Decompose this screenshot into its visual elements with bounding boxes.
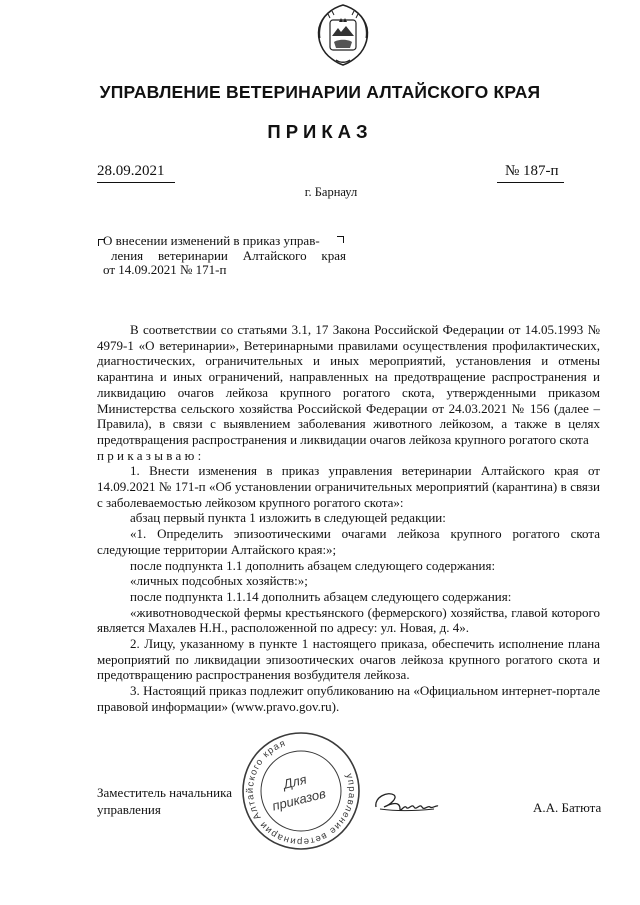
signatory-title-line: Заместитель начальника <box>97 785 232 800</box>
official-stamp <box>240 730 362 852</box>
document-type: ПРИКАЗ <box>267 121 373 142</box>
item-3-paragraph: 3. Настоящий приказ подлежит опубликованию на «Официальном интернет-портале правовой информации» (www.pravo.gov.ru). <box>97 683 600 714</box>
item-2-paragraph: 2. Лицу, указанному в пункте 1 настоящего приказа, обеспечить исполнение плана мероприятий по ликвидации эпизоотических очагов лейкоза крупного рогатого скота и предотвращению распространения возбудителя лейкоза. <box>97 636 600 683</box>
stamp-ring-text: управление ветеринарии Алтайского края <box>244 737 358 848</box>
subject-line: ления ветеринарии Алтайского края <box>111 247 346 263</box>
preamble-paragraph: В соответствии со статьями 3.1, 17 Закона Российской Федерации от 14.05.1993 № 4979-1 «О ветеринарии», Ветеринарными правилами осуществления профилактических, диагностических, ограничительных и иных мероприятий, установления и отмены карантина и иных ограничений, направленных на предотвращение распространения и ликвидацию очагов лейкоза крупного рогатого скота, утвержденными приказом Министерства сельского хозяйства Российской Федерации от 24.03.2021 № 156 (далее – Правила), в связи с выявлением заболевания животного лейкозом, а также в целях предотвращения распространения и ликвидации очагов лейкоза крупного рогатого скота <box>97 322 600 447</box>
subject-line: от 14.09.2021 № 171-п <box>103 262 227 277</box>
handwritten-signature-icon <box>370 785 442 821</box>
document-city: г. Барнаул <box>304 185 358 199</box>
item-1-subparagraph: «1. Определить эпизоотическими очагами лейкоза крупного рогатого скота следующие территории Алтайского края:»; <box>97 526 600 557</box>
stamp-center-line: Для <box>281 771 309 792</box>
item-1-subparagraph: абзац первый пункта 1 изложить в следующей редакции: <box>130 510 446 526</box>
document-subject <box>103 234 348 278</box>
number-underline <box>497 182 564 183</box>
item-1-subparagraph: после подпункта 1.1 дополнить абзацем следующего содержания: <box>130 557 496 573</box>
item-1-subparagraph: после подпункта 1.1.14 дополнить абзацем следующего содержания: <box>130 588 512 604</box>
item-1-subparagraph: «животноводческой фермы крестьянского (фермерского) хозяйства, главой которого является Махалев Н.Н., расположенной по адресу: ул. Новая, д. 4». <box>97 604 600 636</box>
signatory-title-line: управления <box>97 801 161 817</box>
document-body <box>97 322 600 715</box>
order-word: приказываю: <box>97 447 205 463</box>
document-number: № 187-п <box>505 163 559 179</box>
signatory-name: А.А. Батюта <box>533 800 602 815</box>
date-underline <box>97 182 175 183</box>
subject-line: О внесении изменений в приказ управ- <box>103 233 320 248</box>
item-1-paragraph: 1. Внести изменения в приказ управления ветеринарии Алтайского края от 14.09.2021 № 171-п «Об установлении ограничительных мероприятий (карантина) в связи с заболеваемостью лейкозом крупного рогатого скота»: <box>97 463 600 510</box>
signatory-title <box>97 785 232 818</box>
item-1-subparagraph: «личных подсобных хозяйств:»; <box>130 573 308 589</box>
stamp-center-line: приказов <box>270 785 328 814</box>
organization-name: УПРАВЛЕНИЕ ВЕТЕРИНАРИИ АЛТАЙСКОГО КРАЯ <box>99 82 541 102</box>
document-date: 28.09.2021 <box>97 163 165 179</box>
coat-of-arms-icon <box>310 2 376 68</box>
